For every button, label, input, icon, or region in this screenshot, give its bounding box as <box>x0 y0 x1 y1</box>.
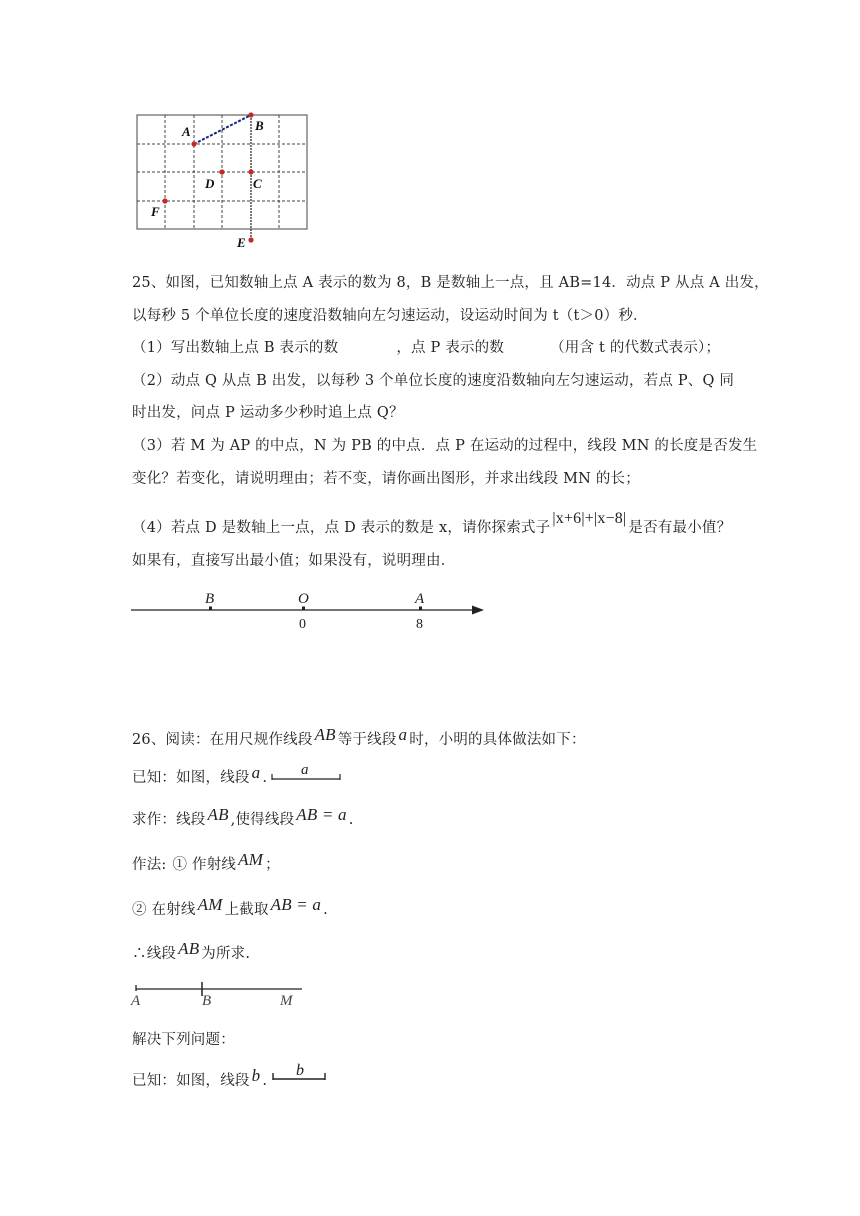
math-am-2: AM <box>197 895 223 914</box>
numberline-tick-0: 0 <box>299 617 306 632</box>
segment-label-b: B <box>202 993 212 1008</box>
q26-line1 <box>132 725 586 749</box>
q26-step2-period: . <box>323 902 328 918</box>
segment-abm-figure <box>130 978 308 1008</box>
segment-b-label: b <box>296 1062 304 1079</box>
grid-label-e: E <box>237 235 246 250</box>
grid-figure <box>130 106 320 252</box>
q25-part2-a: （2）动点 Q 从点 B 出发，以每秒 3 个单位长度的速度沿数轴向左匀速运动，若点 P、Q 同 <box>132 373 735 389</box>
q26-step2-a: ② 在射线 <box>132 902 196 918</box>
segment-label-a: A <box>131 993 141 1008</box>
numberline-label-b: B <box>205 591 215 607</box>
math-ab-eq-a: AB = a <box>296 805 347 824</box>
q26-task-text-2: ,使得线段 <box>230 812 295 828</box>
numberline-tick-8: 8 <box>416 617 423 632</box>
math-b: b <box>251 1066 261 1085</box>
q25-part3-a: （3）若 M 为 AP 的中点，N 为 PB 的中点．点 P 在运动的过程中，线段 MN 的长度是否发生 <box>132 438 758 454</box>
segment-a-label: a <box>301 762 309 778</box>
q26-therefore-text: ∴线段 <box>132 946 177 962</box>
math-ab-eq-a-2: AB = a <box>270 895 322 914</box>
q25-part3-b: 变化？若变化，请说明理由；若不变，请你画出图形，并求出线段 MN 的长； <box>132 471 640 487</box>
q25-part4-b: 是否有最小值？ <box>628 520 732 536</box>
q26-step2-b: 上截取 <box>224 902 269 918</box>
q26-line1-c: 时，小明的具体做法如下： <box>409 732 586 748</box>
numberline-label-o: O <box>298 591 309 607</box>
q26-line1-a: 26、阅读：在用尺规作线段 <box>132 732 313 748</box>
q25-part1-c: （用含 t 的代数式表示）； <box>550 340 721 356</box>
q25-part4-c: 如果有，直接写出最小值；如果没有，说明理由． <box>132 553 456 569</box>
q26-given-dot: . <box>262 770 268 786</box>
segment-a-figure <box>270 762 344 784</box>
q25-part1-b: ，点 P 表示的数 <box>396 340 505 356</box>
math-ab-2: AB <box>207 805 229 824</box>
grid-label-a: A <box>182 124 191 139</box>
q25-part4 <box>132 510 732 537</box>
q25-part2-b: 时出发，问点 P 运动多少秒时追上点 Q？ <box>132 405 404 421</box>
q26-given-text: 已知：如图，线段 <box>132 770 250 786</box>
q26-given-b <box>132 1066 268 1090</box>
grid-label-b: B <box>255 118 264 133</box>
q25-line1: 25、如图，已知数轴上点 A 表示的数为 8，B 是数轴上一点，且 AB=14．动点 P 从点 A 出发， <box>132 275 769 291</box>
abs-expression: |x+6|+|x−8| <box>552 510 627 527</box>
grid-label-f: F <box>151 204 160 219</box>
q26-result: 为所求. <box>201 946 251 962</box>
q26-given <box>132 763 268 787</box>
segment-label-m: M <box>280 993 293 1008</box>
q26-given-b-text: 已知：如图，线段 <box>132 1073 250 1089</box>
q26-step1: ① 作射线 <box>172 857 237 873</box>
segment-b-figure <box>270 1060 330 1084</box>
q26-step1-semicolon: ； <box>265 857 280 873</box>
q26-line1-b: 等于线段 <box>337 732 397 748</box>
q26-method <box>132 850 280 874</box>
q25-part1-a: （1）写出数轴上点 B 表示的数 <box>132 340 339 356</box>
math-a: a <box>398 725 408 744</box>
q26-method-label: 作法: <box>132 857 167 873</box>
q26-task-text: 求作：线段 <box>132 812 206 828</box>
q25-line2: 以每秒 5 个单位长度的速度沿数轴向左匀速运动，设运动时间为 t（t＞0）秒． <box>132 308 648 324</box>
grid-label-d: D <box>205 176 215 191</box>
q26-therefore <box>132 939 251 963</box>
q25-part4-a: （4）若点 D 是数轴上一点，点 D 表示的数是 x，请你探索式子 <box>132 520 551 536</box>
grid-label-c: C <box>253 176 262 191</box>
q26-task-period: . <box>348 812 354 828</box>
q25-part1 <box>132 336 720 357</box>
math-a-2: a <box>251 763 261 782</box>
numberline-label-a: A <box>415 591 425 607</box>
q26-step2 <box>132 895 328 919</box>
q26-task <box>132 805 354 829</box>
q26-given-b-dot: . <box>262 1073 268 1089</box>
number-line <box>128 588 490 634</box>
math-ab-3: AB <box>178 939 200 958</box>
q26-solve: 解决下列问题： <box>132 1032 235 1048</box>
math-ab: AB <box>314 725 336 744</box>
math-am: AM <box>238 850 264 869</box>
